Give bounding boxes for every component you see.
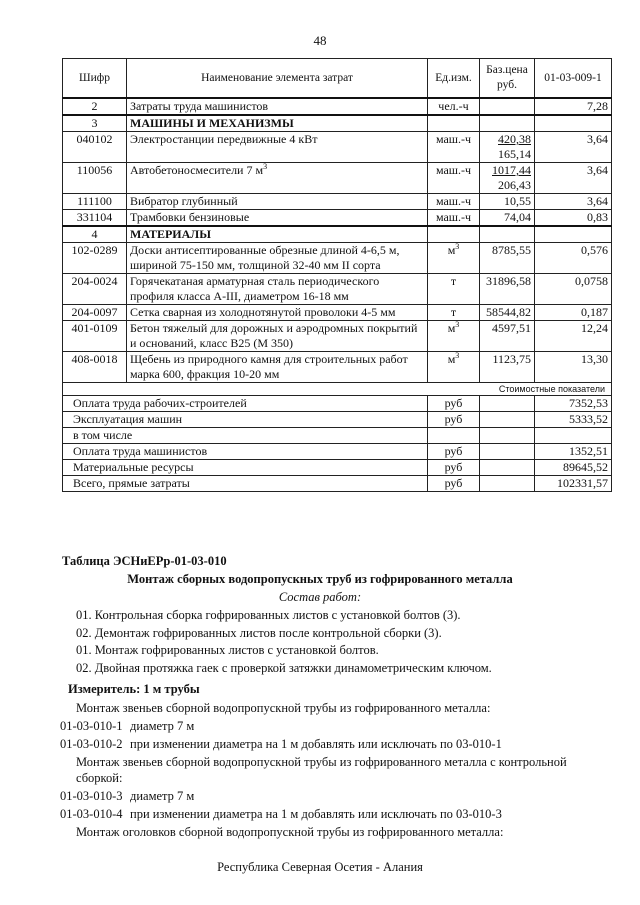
cell-code: 331104 — [63, 210, 127, 227]
cell-unit — [428, 226, 480, 243]
summary-row — [63, 428, 612, 444]
norms-list — [60, 700, 600, 842]
norm-group-heading: Монтаж оголовков сборной водопропускной трубы из гофрированного металла: — [76, 825, 504, 839]
price-value: 4597,51 — [492, 321, 531, 335]
header-norm: 01-03-009-1 — [535, 59, 612, 99]
cell-name-text: Щебень из природного камня для строительных работ марка 600, фракция 10-20 мм — [130, 352, 408, 381]
measure-unit: Измеритель: 1 м трубы — [68, 682, 200, 696]
cell-name-text: Горячекатаная арматурная сталь периодического профиля класса А-III, диаметром 16-18 мм — [130, 274, 380, 303]
section-row — [63, 226, 612, 243]
cell-name — [127, 163, 428, 194]
norm-group-heading: Монтаж звеньев сборной водопропускной трубы из гофрированного металла с контрольной сборкой: — [76, 755, 567, 785]
summary-unit: руб — [428, 460, 480, 476]
cell-code: 110056 — [63, 163, 127, 194]
unit-superscript: 3 — [455, 242, 460, 251]
summary-unit: руб — [428, 444, 480, 460]
cell-name — [127, 210, 428, 227]
summary-unit: руб — [428, 412, 480, 428]
cell-name — [127, 115, 428, 132]
table-row — [63, 321, 612, 352]
summary-row — [63, 460, 612, 476]
operation-item: 01. Монтаж гофрированных листов с установкой болтов. — [76, 643, 379, 657]
cell-unit-text: маш.-ч — [435, 132, 472, 146]
cell-unit — [428, 352, 480, 383]
cell-unit-text: м — [447, 352, 456, 366]
summary-row — [63, 476, 612, 492]
cell-unit-text: м — [447, 321, 456, 335]
cell-quantity — [535, 226, 612, 243]
cell-unit-text: маш.-ч — [435, 210, 472, 224]
cell-name — [127, 194, 428, 210]
cell-unit — [428, 163, 480, 194]
cell-name-text: Сетка сварная из холоднотянутой проволоки 4-5 мм — [130, 305, 396, 319]
cell-unit — [428, 210, 480, 227]
header-price: Баз.цена руб. — [480, 59, 535, 99]
price-value: 31896,58 — [486, 274, 531, 288]
cell-price — [480, 98, 535, 115]
cell-quantity: 3,64 — [535, 163, 612, 194]
cell-name-text: Трамбовки бензиновые — [130, 210, 250, 224]
cell-name-text: МАТЕРИАЛЫ — [130, 227, 211, 241]
norm-group-heading: Монтаж звеньев сборной водопропускной трубы из гофрированного металла: — [76, 701, 491, 715]
price-value: 10,55 — [504, 194, 531, 208]
summary-empty — [480, 396, 535, 412]
cell-unit — [428, 243, 480, 274]
norm-code: 01-03-010-3 — [60, 789, 123, 803]
cell-unit-text: т — [450, 274, 457, 288]
norm-item — [60, 718, 600, 734]
unit-superscript: 3 — [455, 351, 460, 360]
summary-empty — [480, 428, 535, 444]
cell-quantity — [535, 115, 612, 132]
summary-value — [535, 428, 612, 444]
cell-quantity: 3,64 — [535, 194, 612, 210]
unit-superscript: 3 — [455, 320, 460, 329]
cell-quantity: 0,187 — [535, 305, 612, 321]
name-superscript: 3 — [263, 162, 268, 171]
header-unit: Ед.изм. — [428, 59, 480, 99]
indicators-caption-row — [63, 383, 612, 396]
summary-value: 89645,52 — [535, 460, 612, 476]
cell-unit — [428, 132, 480, 163]
summary-value: 5333,52 — [535, 412, 612, 428]
table-heading: Монтаж сборных водопропускных труб из гофрированного металла — [127, 572, 513, 586]
cell-code: 111100 — [63, 194, 127, 210]
cell-quantity: 7,28 — [535, 98, 612, 115]
norm-item — [60, 736, 600, 752]
summary-value: 7352,53 — [535, 396, 612, 412]
cell-name-text: Бетон тяжелый для дорожных и аэродромных покрытий и оснований, класс В25 (М 350) — [130, 321, 418, 350]
table-row — [63, 210, 612, 227]
cell-code: 401-0109 — [63, 321, 127, 352]
cell-name — [127, 305, 428, 321]
table-row — [63, 243, 612, 274]
table-row — [63, 274, 612, 305]
cell-name — [127, 321, 428, 352]
price-value: 58544,82 — [486, 305, 531, 319]
cell-unit-text: м — [447, 243, 456, 257]
page-number: 48 — [313, 33, 327, 48]
summary-value: 102331,57 — [535, 476, 612, 492]
cell-unit — [428, 194, 480, 210]
operation-item: 01. Контрольная сборка гофрированных листов с установкой болтов (3). — [76, 608, 461, 622]
norm-text: при изменении диаметра на 1 м добавлять или исключать по 03-010-1 — [130, 737, 502, 751]
cell-price — [480, 243, 535, 274]
operations-list — [76, 607, 606, 677]
summary-empty — [480, 476, 535, 492]
cell-price — [480, 352, 535, 383]
cell-unit — [428, 98, 480, 115]
summary-body — [63, 383, 612, 492]
summary-row — [63, 412, 612, 428]
summary-unit — [428, 428, 480, 444]
summary-empty — [480, 460, 535, 476]
summary-name: Оплата труда машинистов — [63, 444, 428, 460]
cell-unit-text: маш.-ч — [435, 163, 472, 177]
summary-name: Материальные ресурсы — [63, 460, 428, 476]
cell-code: 408-0018 — [63, 352, 127, 383]
cell-name-text: Вибратор глубинный — [130, 194, 238, 208]
table-row — [63, 352, 612, 383]
cell-quantity: 13,30 — [535, 352, 612, 383]
cell-quantity: 0,83 — [535, 210, 612, 227]
price-value: 8785,55 — [492, 243, 531, 257]
summary-row — [63, 444, 612, 460]
table-header-row — [63, 59, 612, 99]
cell-unit-text: маш.-ч — [435, 194, 472, 208]
cell-code: 2 — [63, 98, 127, 115]
cell-price — [480, 210, 535, 227]
cell-name-text: Доски антисептированные обрезные длиной 4-6,5 м, шириной 75-150 мм, толщиной 32-40 мм II сорта — [130, 243, 400, 272]
table-body — [63, 98, 612, 383]
table-row — [63, 132, 612, 163]
cell-quantity: 3,64 — [535, 132, 612, 163]
price-value: 74,04 — [504, 210, 531, 224]
cell-name-text: Электростанции передвижные 4 кВт — [130, 132, 318, 146]
cell-name-text: Затраты труда машинистов — [130, 99, 269, 113]
table-row — [63, 305, 612, 321]
cell-name-text: Автобетоносмесители 7 м — [130, 163, 264, 177]
header-code: Шифр — [63, 59, 127, 99]
composition-title: Состав работ: — [278, 590, 362, 604]
summary-unit: руб — [428, 476, 480, 492]
cell-unit — [428, 321, 480, 352]
cell-unit — [428, 115, 480, 132]
section-row — [63, 98, 612, 115]
cell-price — [480, 115, 535, 132]
summary-value: 1352,51 — [535, 444, 612, 460]
operation-item: 02. Демонтаж гофрированных листов после контрольной сборки (3). — [76, 625, 442, 640]
price-value: 165,14 — [498, 147, 531, 161]
cell-name — [127, 274, 428, 305]
norm-text: диаметр 7 м — [130, 789, 195, 803]
page-footer: Республика Северная Осетия - Алания — [217, 860, 423, 874]
price-value: 206,43 — [498, 178, 531, 192]
summary-name: в том числе — [63, 428, 428, 444]
norm-code: 01-03-010-4 — [60, 807, 123, 821]
price-value: 420,38 — [498, 132, 531, 146]
norm-item — [60, 788, 600, 804]
resource-table — [62, 58, 612, 492]
cell-price — [480, 305, 535, 321]
table-row — [63, 163, 612, 194]
summary-name: Эксплуатация машин — [63, 412, 428, 428]
operation-item: 02. Двойная протяжка гаек с проверкой затяжки динамометрическим ключом. — [76, 660, 492, 675]
cell-quantity: 12,24 — [535, 321, 612, 352]
summary-name: Всего, прямые затраты — [63, 476, 428, 492]
cell-price — [480, 163, 535, 194]
cell-code: 040102 — [63, 132, 127, 163]
price-value: 1123,75 — [492, 352, 531, 366]
cell-quantity: 0,0758 — [535, 274, 612, 305]
cell-code: 4 — [63, 226, 127, 243]
summary-empty — [480, 412, 535, 428]
cell-name — [127, 352, 428, 383]
cell-name — [127, 98, 428, 115]
cell-unit-text: чел.-ч — [438, 99, 469, 113]
norm-code: 01-03-010-2 — [60, 737, 123, 751]
cell-name — [127, 132, 428, 163]
cell-code: 3 — [63, 115, 127, 132]
norm-code: 01-03-010-1 — [60, 719, 123, 733]
cell-unit-text: т — [450, 305, 457, 319]
table-title: Таблица ЭСНиЕРр-01-03-010 — [62, 554, 227, 568]
cell-unit — [428, 305, 480, 321]
cell-price — [480, 132, 535, 163]
summary-unit: руб — [428, 396, 480, 412]
table-row — [63, 194, 612, 210]
cell-price — [480, 226, 535, 243]
indicators-caption: Стоимостные показатели — [63, 383, 612, 396]
cell-unit — [428, 274, 480, 305]
cell-code: 204-0097 — [63, 305, 127, 321]
cell-price — [480, 274, 535, 305]
summary-row — [63, 396, 612, 412]
norm-text: при изменении диаметра на 1 м добавлять или исключать по 03-010-3 — [130, 807, 502, 821]
price-value: 1017,44 — [492, 163, 531, 177]
cell-price — [480, 194, 535, 210]
header-name: Наименование элемента затрат — [127, 59, 428, 99]
cell-code: 204-0024 — [63, 274, 127, 305]
norm-text: диаметр 7 м — [130, 719, 195, 733]
cell-name — [127, 226, 428, 243]
cell-name — [127, 243, 428, 274]
summary-empty — [480, 444, 535, 460]
cell-quantity: 0,576 — [535, 243, 612, 274]
cell-price — [480, 321, 535, 352]
section-row — [63, 115, 612, 132]
summary-name: Оплата труда рабочих-строителей — [63, 396, 428, 412]
norm-item — [60, 806, 600, 822]
cell-code: 102-0289 — [63, 243, 127, 274]
cell-name-text: МАШИНЫ И МЕХАНИЗМЫ — [130, 116, 294, 130]
